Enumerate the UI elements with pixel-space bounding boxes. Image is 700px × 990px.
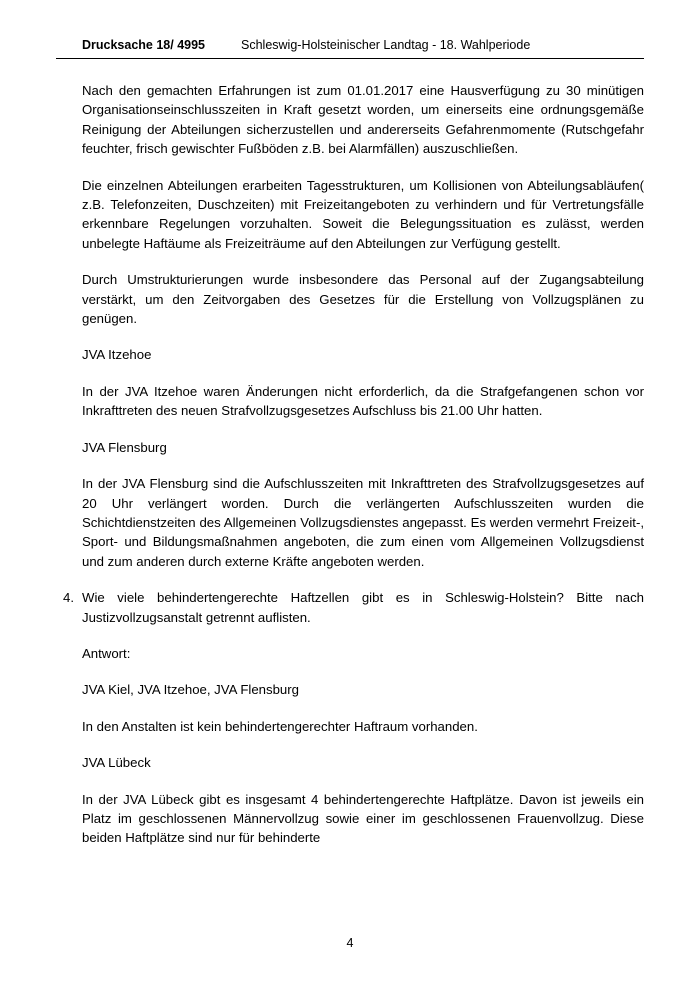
header-landtag: Schleswig-Holsteinischer Landtag - 18. Wahlperiode (241, 38, 531, 52)
paragraph-hausverfuegung: Nach den gemachten Erfahrungen ist zum 01.01.2017 eine Hausverfügung zu 30 minütigen Organisationseinschlusszeiten in Kraft gesetzt worden, um einerseits eine ordnungsgemäße Reinigung der Abteilungen sicherzustellen und andererseits Gefahrenmomente (Rutschgefahr feuchter, frisch gewischter Fußböden z.B. bei Alarmfällen) auszuschließen. (82, 83, 644, 157)
subheading-jva-luebeck: JVA Lübeck (82, 755, 151, 771)
paragraph-kein-haftraum: In den Anstalten ist kein behindertengerechter Haftraum vorhanden. (82, 718, 478, 734)
paragraph-jva-luebeck: In der JVA Lübeck gibt es insgesamt 4 behindertengerechte Haftplätze. Davon ist jeweils ein Platz im geschlossenen Männervollzug sowie einer im geschlossenen Frauenvollzug. Diese beiden Haftplätze sind nur für behinderte (82, 791, 644, 846)
paragraph-umstrukturierungen: Durch Umstrukturierungen wurde insbesondere das Personal auf der Zugangsabteilung verstärkt, um den Zeitvorgaben des Gesetzes für die Erstellung von Vollzugsplänen zu genügen. (82, 272, 644, 327)
document-body (56, 81, 644, 848)
question-item-4 (56, 588, 644, 627)
paragraph-jva-flensburg: In der JVA Flensburg sind die Aufschlusszeiten mit Inkrafttreten des Strafvollzugsgesetzes auf 20 Uhr verlängert worden. Durch die verlängerten Aufschlusszeiten wurden die Schichtdienstzeiten des Allgemeinen Vollzugsdienstes angepasst. Es werden vermehrt Freizeit-, Sport- und Bildungsmaßnahmen angeboten, die zum einen vom Allgemeinen Vollzugsdienst und zum anderen durch externe Kräfte angeboten werden. (82, 476, 644, 569)
subheading-jva-itzehoe: JVA Itzehoe (82, 347, 152, 363)
question-number: 4. (63, 590, 74, 606)
paragraph-tagesstrukturen: Die einzelnen Abteilungen erarbeiten Tagesstrukturen, um Kollisionen von Abteilungsabläufen( z.B. Telefonzeiten, Duschzeiten) mit Freizeitangeboten zu verhindern und für Vertretungsfälle erkennbare Regelungen vorzuhalten. Soweit die Belegungssituation es zulässt, werden unbelegte Haftäume als Freizeiträume auf den Abteilungen zur Verfügung gestellt. (82, 177, 644, 251)
header-divider (56, 58, 644, 59)
page-number: 4 (346, 936, 354, 950)
subheading-jva-flensburg: JVA Flensburg (82, 439, 167, 455)
page-header (56, 38, 644, 52)
question-text: Wie viele behindertengerechte Haftzellen gibt es in Schleswig-Holstein? Bitte nach Justizvollzugsanstalt getrennt auflisten. (82, 590, 644, 625)
anstalten-list: JVA Kiel, JVA Itzehoe, JVA Flensburg (82, 682, 299, 698)
paragraph-jva-itzehoe: In der JVA Itzehoe waren Änderungen nicht erforderlich, da die Strafgefangenen schon vor Inkrafttreten des neuen Strafvollzugsgesetzes Aufschluss bis 21.00 Uhr hatten. (82, 383, 644, 419)
answer-label: Antwort: (82, 645, 131, 661)
header-drucksache: Drucksache 18/ 4995 (82, 38, 206, 52)
